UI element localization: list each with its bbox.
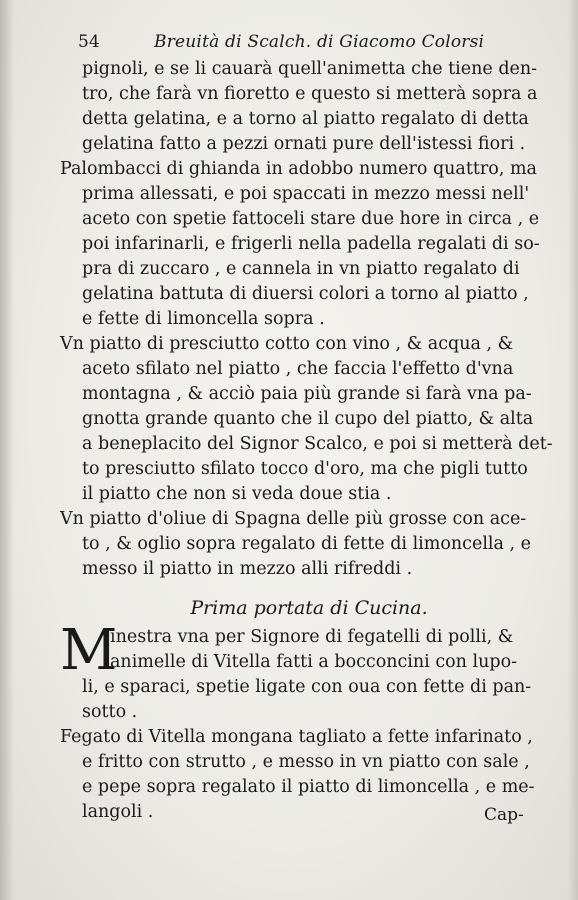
- text-line: e fritto con strutto , e messo in vn piatto con sale ,: [82, 752, 530, 772]
- section-heading: Prima portata di Cucina.: [190, 597, 428, 619]
- catchword: Cap-: [484, 805, 524, 825]
- text-line: animelle di Vitella fatti a bocconcini con lupo-: [110, 652, 518, 672]
- text-line: e pepe sopra regalato il piatto di limoncella , e me-: [82, 777, 535, 797]
- paragraph-palombacci: [60, 157, 558, 332]
- running-head: Breuità di Scalch. di Giacomo Colorsi: [154, 32, 485, 52]
- text-line: prima allessati, e poi spaccati in mezzo messi nell': [82, 184, 530, 204]
- text-line: pignoli, e se li cauarà quell'animetta che tiene den-: [82, 59, 538, 79]
- paragraph-oliue: [60, 507, 558, 582]
- text-line: e fette di limoncella sopra .: [82, 309, 325, 329]
- text-line: gelatina fatto a pezzi ornati pure dell'istessi fiori .: [82, 134, 526, 154]
- text-line: langoli .: [82, 802, 154, 822]
- paragraph-continuation: [60, 57, 558, 157]
- page-body: [60, 57, 558, 825]
- page-edge-shadow-right: [568, 0, 578, 900]
- text-line: inestra vna per Signore di fegatelli di polli, &: [110, 627, 514, 647]
- text-line: detta gelatina, e a torno al piatto regalato di detta: [82, 109, 529, 129]
- text-line: montagna , & acciò paia più grande si farà vna pa-: [82, 384, 532, 404]
- text-line: poi infarinarli, e frigerli nella padella regalati di so-: [82, 234, 540, 254]
- text-line: Vn piatto d'oliue di Spagna delle più grosse con ace-: [60, 509, 527, 529]
- page-header: [78, 32, 538, 56]
- text-line: pra di zuccaro , e cannela in vn piatto regalato di: [82, 259, 520, 279]
- text-line: a beneplacito del Signor Scalco, e poi si metterà det-: [82, 434, 553, 454]
- text-line: tro, che farà vn fioretto e questo si metterà sopra a: [82, 84, 538, 104]
- text-line: Fegato di Vitella mongana tagliato a fette infarinato ,: [60, 727, 533, 747]
- text-line: to , & oglio sopra regalato di fette di limoncella , e: [82, 534, 531, 554]
- page-number: 54: [78, 32, 100, 52]
- text-line: aceto sfilato nel piatto , che faccia l'effetto d'vna: [82, 359, 514, 379]
- text-line: messo il piatto in mezzo alli rifreddi .: [82, 559, 413, 579]
- text-line: gelatina battuta di diuersi colori a torno al piatto ,: [82, 284, 529, 304]
- drop-cap: M: [60, 618, 118, 683]
- text-line: Vn piatto di presciutto cotto con vino , & acqua , &: [60, 334, 514, 354]
- text-line: aceto con spetie fattoceli stare due hore in circa , e: [82, 209, 540, 229]
- text-line: li, e sparaci, spetie ligate con oua con fette di pan-: [82, 677, 532, 697]
- text-line: Palombacci di ghianda in adobbo numero quattro, ma: [60, 159, 537, 179]
- page-edge-shadow-left: [0, 0, 14, 900]
- text-line: to presciutto sfilato tocco d'oro, ma che pigli tutto: [82, 459, 528, 479]
- paragraph-presciutto: [60, 332, 558, 507]
- text-line: sotto .: [82, 702, 138, 722]
- text-line: gnotta grande quanto che il cupo del piatto, & alta: [82, 409, 534, 429]
- paragraph-minestra: [60, 618, 558, 725]
- text-line: il piatto che non si veda doue stia .: [82, 484, 392, 504]
